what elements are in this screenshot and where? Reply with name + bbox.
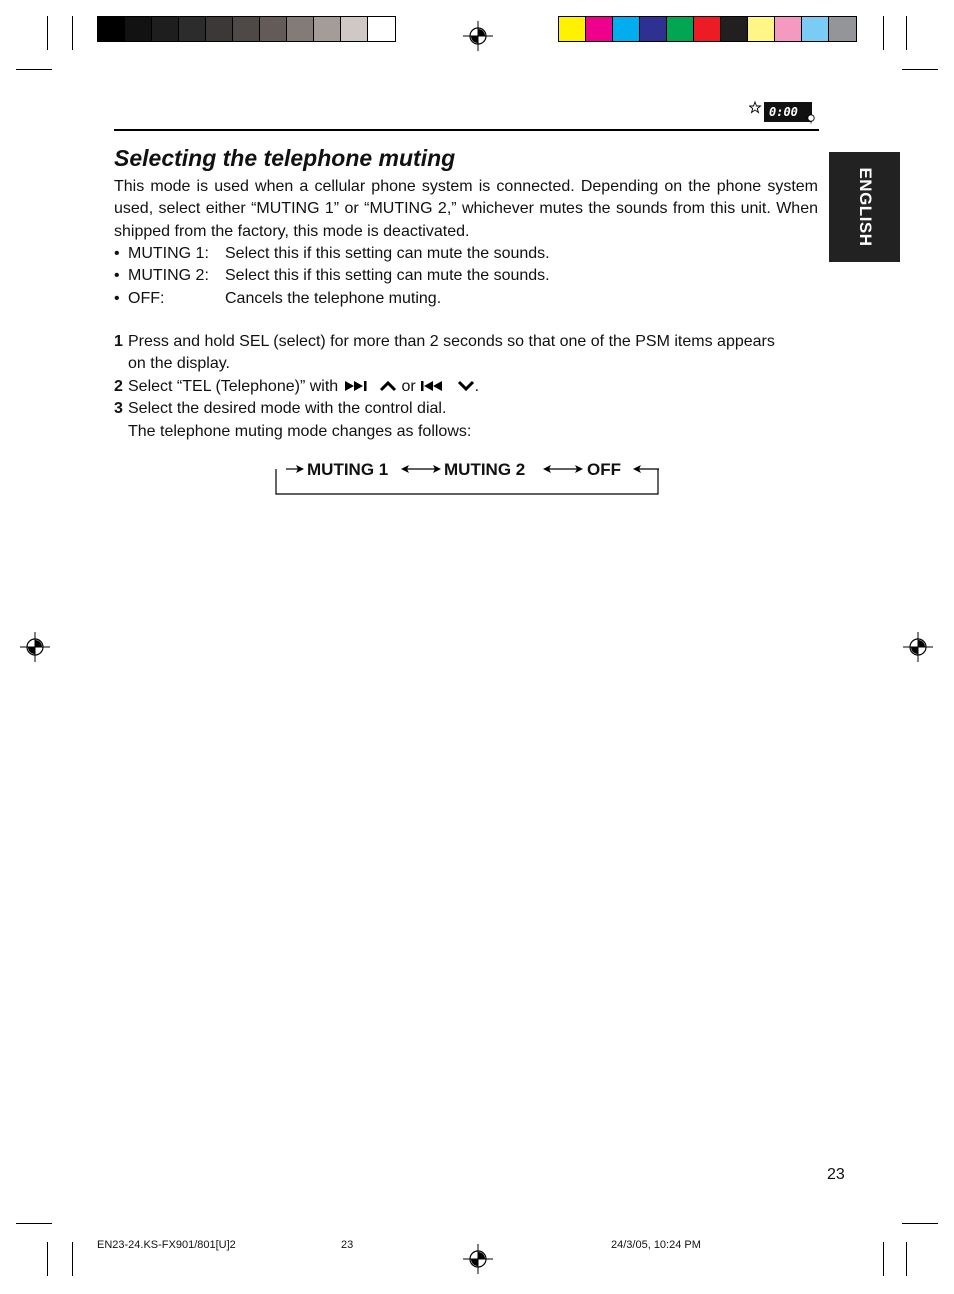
footer-sheet-number: 23 (341, 1239, 354, 1251)
color-swatch (341, 17, 368, 41)
crop-mark (47, 1242, 48, 1276)
skip-forward-icon (343, 380, 375, 392)
color-swatch (667, 17, 694, 41)
color-swatch (613, 17, 640, 41)
chevron-up-icon (379, 380, 397, 392)
skip-back-icon (420, 380, 452, 392)
step-continuation: on the display. (128, 355, 230, 373)
crop-mark (883, 1242, 884, 1276)
color-swatch (586, 17, 613, 41)
step-text: Press and hold SEL (select) for more than 2 seconds so that one of the PSM items appears (128, 333, 775, 350)
color-swatch (260, 17, 287, 41)
crop-mark (16, 69, 52, 70)
bullet: • (114, 289, 120, 307)
option-name: MUTING 1: (128, 245, 209, 262)
color-swatch (748, 17, 775, 41)
registration-mark-icon (463, 21, 493, 51)
step-continuation: The telephone muting mode changes as follows: (128, 422, 472, 440)
step-text-or: or (401, 377, 416, 395)
clock-display-icon (749, 100, 815, 126)
crop-mark (47, 16, 48, 50)
color-swatch (287, 17, 314, 41)
arrow-left-icon (633, 462, 659, 476)
option-name: MUTING 2: (128, 267, 209, 285)
section-title: Selecting the telephone muting (114, 145, 456, 171)
step-number: 2 (114, 377, 123, 395)
color-swatch (721, 17, 748, 41)
registration-mark-icon (903, 632, 933, 662)
crop-mark (902, 69, 938, 70)
chevron-down-icon (457, 380, 475, 392)
color-swatch (233, 17, 260, 41)
color-swatch (559, 17, 586, 41)
color-swatch (179, 17, 206, 41)
option-description: Select this if this setting can mute the sounds. (225, 267, 550, 285)
crop-mark (906, 1242, 907, 1276)
color-swatch (829, 17, 856, 41)
crop-mark (902, 1223, 938, 1224)
double-arrow-icon (543, 462, 583, 476)
color-swatch (125, 17, 152, 41)
crop-mark (72, 16, 73, 50)
list-item (114, 265, 818, 287)
color-swatch (98, 17, 125, 41)
color-swatch (152, 17, 179, 41)
option-name: OFF: (128, 289, 165, 307)
footer-file-name: EN23-24.KS-FX901/801[U]2 (97, 1239, 236, 1251)
page-number: 23 (827, 1166, 845, 1183)
crop-mark (72, 1242, 73, 1276)
step-number: 3 (114, 400, 123, 418)
color-swatch (368, 17, 395, 41)
list-item (114, 288, 818, 310)
step-text: Select the desired mode with the control dial. (128, 400, 447, 418)
crop-mark (883, 16, 884, 50)
mode-label: MUTING 2 (444, 460, 526, 479)
intro-paragraph: This mode is used when a cellular phone system is connected. Depending on the phone system used, select either “MUTING 1” or “MUTING 2,” whichever mutes the sounds from this unit. When shipped from the factory, this mode is deactivated. (114, 178, 818, 240)
bullet: • (114, 245, 120, 262)
display-time-text: 0:00 (769, 105, 798, 119)
color-swatch (314, 17, 341, 41)
color-swatch (775, 17, 802, 41)
language-tab (829, 152, 900, 262)
list-item (114, 243, 818, 265)
mode-label: OFF (587, 460, 621, 479)
step-number: 1 (114, 333, 123, 350)
arrow-right-icon (286, 462, 304, 476)
registration-mark-icon (463, 1244, 493, 1274)
footer-timestamp: 24/3/05, 10:24 PM (611, 1239, 701, 1251)
color-calibration-bar (558, 16, 857, 42)
step-item (114, 331, 822, 353)
crop-mark (16, 1223, 52, 1224)
step-item (114, 398, 822, 420)
language-tab-label: ENGLISH (855, 167, 875, 247)
color-swatch (640, 17, 667, 41)
color-swatch (802, 17, 829, 41)
registration-mark-icon (20, 632, 50, 662)
grayscale-calibration-bar (97, 16, 396, 42)
step-text: Select “TEL (Telephone)” with (128, 377, 339, 395)
bullet: • (114, 267, 120, 285)
step-text-end: . (474, 377, 480, 395)
double-arrow-icon (401, 462, 441, 476)
option-description: Select this if this setting can mute the sounds. (225, 245, 550, 262)
step-list (114, 331, 822, 443)
option-description: Cancels the telephone muting. (225, 289, 442, 307)
color-swatch (206, 17, 233, 41)
option-list (114, 243, 818, 310)
step-item (114, 376, 822, 398)
color-swatch (694, 17, 721, 41)
header-rule (114, 129, 819, 131)
crop-mark (906, 16, 907, 50)
mode-label: MUTING 1 (307, 460, 389, 479)
